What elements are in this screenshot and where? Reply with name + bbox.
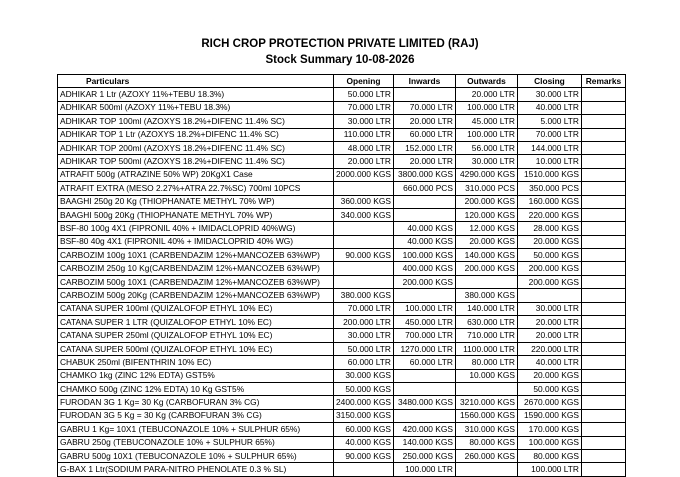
cell-remarks xyxy=(581,302,625,315)
stock-summary-table xyxy=(57,74,626,477)
table-row xyxy=(58,302,626,315)
cell-particulars: FURODAN 3G 1 Kg= 30 Kg (CARBOFURAN 3% CG) xyxy=(58,396,334,409)
cell-opening: 3150.000 KGS xyxy=(334,409,394,422)
cell-remarks xyxy=(581,262,625,275)
cell-inwards: 420.000 KGS xyxy=(393,423,455,436)
table-row xyxy=(58,329,626,342)
cell-particulars: GABRU 500g 10X1 (TEBUCONAZOLE 10% + SULPHUR 65%) xyxy=(58,449,334,462)
header-inwards: Inwards xyxy=(393,75,455,88)
cell-particulars: BAAGHI 250g 20 Kg (THIOPHANATE METHYL 70% WP) xyxy=(58,195,334,208)
cell-inwards: 700.000 LTR xyxy=(393,329,455,342)
cell-opening: 2000.000 KGS xyxy=(334,168,394,181)
cell-closing: 30.000 LTR xyxy=(517,88,581,101)
table-row xyxy=(58,155,626,168)
cell-particulars: CARBOZIM 100g 10X1 (CARBENDAZIM 12%+MANCOZEB 63%WP) xyxy=(58,249,334,262)
cell-opening: 2400.000 KGS xyxy=(334,396,394,409)
cell-particulars: FURODAN 3G 5 Kg = 30 Kg (CARBOFURAN 3% CG) xyxy=(58,409,334,422)
cell-remarks xyxy=(581,115,625,128)
header-outwards: Outwards xyxy=(455,75,517,88)
table-row xyxy=(58,249,626,262)
cell-remarks xyxy=(581,396,625,409)
cell-closing: 2670.000 KGS xyxy=(517,396,581,409)
cell-opening: 48.000 LTR xyxy=(334,141,394,154)
table-row xyxy=(58,342,626,355)
cell-inwards: 140.000 KGS xyxy=(393,436,455,449)
cell-remarks xyxy=(581,141,625,154)
cell-inwards: 20.000 LTR xyxy=(393,155,455,168)
cell-opening: 50.000 LTR xyxy=(334,342,394,355)
cell-closing: 28.000 KGS xyxy=(517,222,581,235)
cell-inwards: 400.000 KGS xyxy=(393,262,455,275)
cell-closing: 100.000 KGS xyxy=(517,436,581,449)
cell-remarks xyxy=(581,275,625,288)
table-header-row xyxy=(58,75,626,88)
cell-outwards: 56.000 LTR xyxy=(455,141,517,154)
cell-remarks xyxy=(581,436,625,449)
cell-closing: 350.000 PCS xyxy=(517,182,581,195)
cell-inwards xyxy=(393,88,455,101)
cell-particulars: CATANA SUPER 250ml (QUIZALOFOP ETHYL 10% EC) xyxy=(58,329,334,342)
cell-outwards: 10.000 KGS xyxy=(455,369,517,382)
cell-inwards: 450.000 LTR xyxy=(393,316,455,329)
cell-particulars: ADHIKAR 500ml (AZOXY 11%+TEBU 18.3%) xyxy=(58,101,334,114)
cell-remarks xyxy=(581,249,625,262)
cell-outwards xyxy=(455,275,517,288)
cell-particulars: GABRU 250g (TEBUCONAZOLE 10% + SULPHUR 65%) xyxy=(58,436,334,449)
cell-opening: 360.000 KGS xyxy=(334,195,394,208)
header-remarks: Remarks xyxy=(581,75,625,88)
cell-particulars: CATANA SUPER 500ml (QUIZALOFOP ETHYL 10% EC) xyxy=(58,342,334,355)
cell-inwards xyxy=(393,208,455,221)
cell-closing: 50.000 KGS xyxy=(517,382,581,395)
cell-opening: 340.000 KGS xyxy=(334,208,394,221)
cell-remarks xyxy=(581,128,625,141)
cell-opening: 30.000 KGS xyxy=(334,369,394,382)
cell-closing: 1590.000 KGS xyxy=(517,409,581,422)
cell-outwards: 80.000 KGS xyxy=(455,436,517,449)
cell-outwards: 1100.000 LTR xyxy=(455,342,517,355)
cell-closing: 30.000 LTR xyxy=(517,302,581,315)
cell-inwards: 60.000 LTR xyxy=(393,128,455,141)
cell-closing: 20.000 LTR xyxy=(517,316,581,329)
cell-particulars: ADHIKAR TOP 200ml (AZOXYS 18.2%+DIFENC 11.4% SC) xyxy=(58,141,334,154)
cell-outwards: 120.000 KGS xyxy=(455,208,517,221)
header-opening: Opening xyxy=(334,75,394,88)
cell-outwards: 710.000 LTR xyxy=(455,329,517,342)
cell-outwards: 310.000 KGS xyxy=(455,423,517,436)
cell-inwards xyxy=(393,369,455,382)
cell-opening: 90.000 KGS xyxy=(334,249,394,262)
cell-inwards: 100.000 LTR xyxy=(393,302,455,315)
report-title: Stock Summary 10-08-2026 xyxy=(265,54,415,66)
cell-inwards xyxy=(393,289,455,302)
table-row xyxy=(58,409,626,422)
cell-opening: 20.000 LTR xyxy=(334,155,394,168)
cell-closing: 20.000 KGS xyxy=(517,369,581,382)
table-row xyxy=(58,222,626,235)
cell-closing: 50.000 KGS xyxy=(517,249,581,262)
cell-remarks xyxy=(581,222,625,235)
cell-particulars: GABRU 1 Kg= 10X1 (TEBUCONAZOLE 10% + SULPHUR 65%) xyxy=(58,423,334,436)
table-row xyxy=(58,182,626,195)
cell-outwards: 260.000 KGS xyxy=(455,449,517,462)
cell-closing: 144.000 LTR xyxy=(517,141,581,154)
cell-particulars: CATANA SUPER 1 LTR (QUIZALOFOP ETHYL 10% EC) xyxy=(58,316,334,329)
cell-remarks xyxy=(581,342,625,355)
cell-opening: 70.000 LTR xyxy=(334,101,394,114)
cell-remarks xyxy=(581,316,625,329)
cell-closing: 20.000 KGS xyxy=(517,235,581,248)
cell-outwards: 100.000 LTR xyxy=(455,101,517,114)
cell-opening xyxy=(334,275,394,288)
cell-inwards: 3480.000 KGS xyxy=(393,396,455,409)
cell-inwards xyxy=(393,195,455,208)
cell-closing: 200.000 KGS xyxy=(517,262,581,275)
cell-remarks xyxy=(581,409,625,422)
cell-remarks xyxy=(581,449,625,462)
cell-inwards: 60.000 LTR xyxy=(393,356,455,369)
table-row xyxy=(58,275,626,288)
cell-outwards: 380.000 KGS xyxy=(455,289,517,302)
cell-remarks xyxy=(581,235,625,248)
cell-particulars: BSF-80 100g 4X1 (FIPRONIL 40% + IMIDACLOPRID 40%WG) xyxy=(58,222,334,235)
table-row xyxy=(58,436,626,449)
cell-opening: 40.000 KGS xyxy=(334,436,394,449)
company-name: RICH CROP PROTECTION PRIVATE LIMITED (RAJ) xyxy=(201,38,479,50)
cell-particulars: CATANA SUPER 100ml (QUIZALOFOP ETHYL 10% EC) xyxy=(58,302,334,315)
cell-remarks xyxy=(581,356,625,369)
cell-inwards: 40.000 KGS xyxy=(393,222,455,235)
table-row xyxy=(58,195,626,208)
table-row xyxy=(58,463,626,476)
table-row xyxy=(58,396,626,409)
cell-particulars: CHABUK 250ml (BIFENTHRIN 10% EC) xyxy=(58,356,334,369)
cell-closing: 40.000 LTR xyxy=(517,356,581,369)
cell-outwards: 20.000 KGS xyxy=(455,235,517,248)
table-row xyxy=(58,88,626,101)
cell-remarks xyxy=(581,423,625,436)
cell-outwards xyxy=(455,463,517,476)
cell-closing: 220.000 KGS xyxy=(517,208,581,221)
table-row xyxy=(58,449,626,462)
cell-particulars: ADHIKAR TOP 1 Ltr (AZOXYS 18.2%+DIFENC 11.4% SC) xyxy=(58,128,334,141)
header-particulars: Particulars xyxy=(58,75,334,88)
cell-opening: 90.000 KGS xyxy=(334,449,394,462)
cell-outwards: 140.000 LTR xyxy=(455,302,517,315)
cell-particulars: CHAMKO 500g (ZINC 12% EDTA) 10 Kg GST5% xyxy=(58,382,334,395)
cell-closing: 10.000 LTR xyxy=(517,155,581,168)
cell-remarks xyxy=(581,155,625,168)
cell-closing: 40.000 LTR xyxy=(517,101,581,114)
cell-closing: 220.000 LTR xyxy=(517,342,581,355)
cell-opening: 380.000 KGS xyxy=(334,289,394,302)
table-row xyxy=(58,382,626,395)
cell-remarks xyxy=(581,369,625,382)
table-row xyxy=(58,316,626,329)
cell-outwards: 80.000 LTR xyxy=(455,356,517,369)
cell-remarks xyxy=(581,382,625,395)
cell-outwards: 140.000 KGS xyxy=(455,249,517,262)
cell-remarks xyxy=(581,195,625,208)
cell-outwards: 200.000 KGS xyxy=(455,195,517,208)
cell-opening xyxy=(334,235,394,248)
cell-outwards: 310.000 PCS xyxy=(455,182,517,195)
cell-outwards: 20.000 LTR xyxy=(455,88,517,101)
cell-opening: 70.000 LTR xyxy=(334,302,394,315)
cell-inwards: 40.000 KGS xyxy=(393,235,455,248)
cell-closing: 70.000 LTR xyxy=(517,128,581,141)
cell-closing: 80.000 KGS xyxy=(517,449,581,462)
cell-opening: 200.000 LTR xyxy=(334,316,394,329)
cell-opening xyxy=(334,182,394,195)
cell-inwards: 660.000 PCS xyxy=(393,182,455,195)
cell-particulars: CHAMKO 1kg (ZINC 12% EDTA) GST5% xyxy=(58,369,334,382)
cell-particulars: ATRAFIT EXTRA (MESO 2.27%+ATRA 22.7%SC) 700ml 10PCS xyxy=(58,182,334,195)
cell-outwards: 630.000 LTR xyxy=(455,316,517,329)
cell-outwards: 45.000 LTR xyxy=(455,115,517,128)
cell-particulars: CARBOZIM 250g 10 Kg(CARBENDAZIM 12%+MANCOZEB 63%WP) xyxy=(58,262,334,275)
cell-particulars: G-BAX 1 Ltr(SODIUM PARA-NITRO PHENOLATE 0.3 % SL) xyxy=(58,463,334,476)
cell-closing: 170.000 KGS xyxy=(517,423,581,436)
table-row xyxy=(58,115,626,128)
header-closing: Closing xyxy=(517,75,581,88)
cell-remarks xyxy=(581,329,625,342)
cell-opening xyxy=(334,222,394,235)
cell-outwards: 200.000 KGS xyxy=(455,262,517,275)
cell-opening: 110.000 LTR xyxy=(334,128,394,141)
cell-closing: 200.000 KGS xyxy=(517,275,581,288)
cell-particulars: ADHIKAR TOP 100ml (AZOXYS 18.2%+DIFENC 11.4% SC) xyxy=(58,115,334,128)
cell-remarks xyxy=(581,88,625,101)
cell-closing xyxy=(517,289,581,302)
cell-particulars: ATRAFIT 500g (ATRAZINE 50% WP) 20KgX1 Case xyxy=(58,168,334,181)
cell-inwards xyxy=(393,409,455,422)
table-row xyxy=(58,141,626,154)
stock-table-body xyxy=(58,88,626,476)
cell-outwards: 30.000 LTR xyxy=(455,155,517,168)
cell-remarks xyxy=(581,463,625,476)
cell-inwards: 152.000 LTR xyxy=(393,141,455,154)
table-row xyxy=(58,208,626,221)
cell-particulars: ADHIKAR TOP 500ml (AZOXYS 18.2%+DIFENC 11.4% SC) xyxy=(58,155,334,168)
cell-outwards: 3210.000 KGS xyxy=(455,396,517,409)
cell-opening: 50.000 LTR xyxy=(334,88,394,101)
cell-outwards: 4290.000 KGS xyxy=(455,168,517,181)
cell-opening: 30.000 LTR xyxy=(334,115,394,128)
cell-remarks xyxy=(581,101,625,114)
cell-outwards: 100.000 LTR xyxy=(455,128,517,141)
table-row xyxy=(58,369,626,382)
cell-remarks xyxy=(581,182,625,195)
cell-outwards: 12.000 KGS xyxy=(455,222,517,235)
cell-inwards: 250.000 KGS xyxy=(393,449,455,462)
cell-opening xyxy=(334,463,394,476)
cell-opening: 60.000 LTR xyxy=(334,356,394,369)
cell-opening: 30.000 LTR xyxy=(334,329,394,342)
cell-closing: 160.000 KGS xyxy=(517,195,581,208)
table-row xyxy=(58,101,626,114)
table-row xyxy=(58,423,626,436)
cell-opening: 60.000 KGS xyxy=(334,423,394,436)
cell-particulars: CARBOZIM 500g 20Kg (CARBENDAZIM 12%+MANCOZEB 63%WP) xyxy=(58,289,334,302)
table-row xyxy=(58,356,626,369)
cell-particulars: BSF-80 40g 4X1 (FIPRONIL 40% + IMIDACLOPRID 40% WG) xyxy=(58,235,334,248)
cell-remarks xyxy=(581,289,625,302)
table-row xyxy=(58,168,626,181)
cell-inwards: 3800.000 KGS xyxy=(393,168,455,181)
cell-particulars: BAAGHI 500g 20Kg (THIOPHANATE METHYL 70% WP) xyxy=(58,208,334,221)
cell-closing: 5.000 LTR xyxy=(517,115,581,128)
cell-outwards xyxy=(455,382,517,395)
table-row xyxy=(58,262,626,275)
table-row xyxy=(58,128,626,141)
table-row xyxy=(58,289,626,302)
cell-inwards xyxy=(393,382,455,395)
cell-inwards: 100.000 KGS xyxy=(393,249,455,262)
cell-particulars: CARBOZIM 500g 10X1 (CARBENDAZIM 12%+MANCOZEB 63%WP) xyxy=(58,275,334,288)
cell-inwards: 1270.000 LTR xyxy=(393,342,455,355)
cell-remarks xyxy=(581,168,625,181)
cell-inwards: 70.000 LTR xyxy=(393,101,455,114)
cell-inwards: 100.000 LTR xyxy=(393,463,455,476)
cell-opening xyxy=(334,262,394,275)
cell-closing: 100.000 LTR xyxy=(517,463,581,476)
table-row xyxy=(58,235,626,248)
cell-remarks xyxy=(581,208,625,221)
cell-closing: 1510.000 KGS xyxy=(517,168,581,181)
cell-inwards: 20.000 LTR xyxy=(393,115,455,128)
cell-closing: 20.000 LTR xyxy=(517,329,581,342)
cell-particulars: ADHIKAR 1 Ltr (AZOXY 11%+TEBU 18.3%) xyxy=(58,88,334,101)
cell-opening: 50.000 KGS xyxy=(334,382,394,395)
cell-outwards: 1560.000 KGS xyxy=(455,409,517,422)
cell-inwards: 200.000 KGS xyxy=(393,275,455,288)
